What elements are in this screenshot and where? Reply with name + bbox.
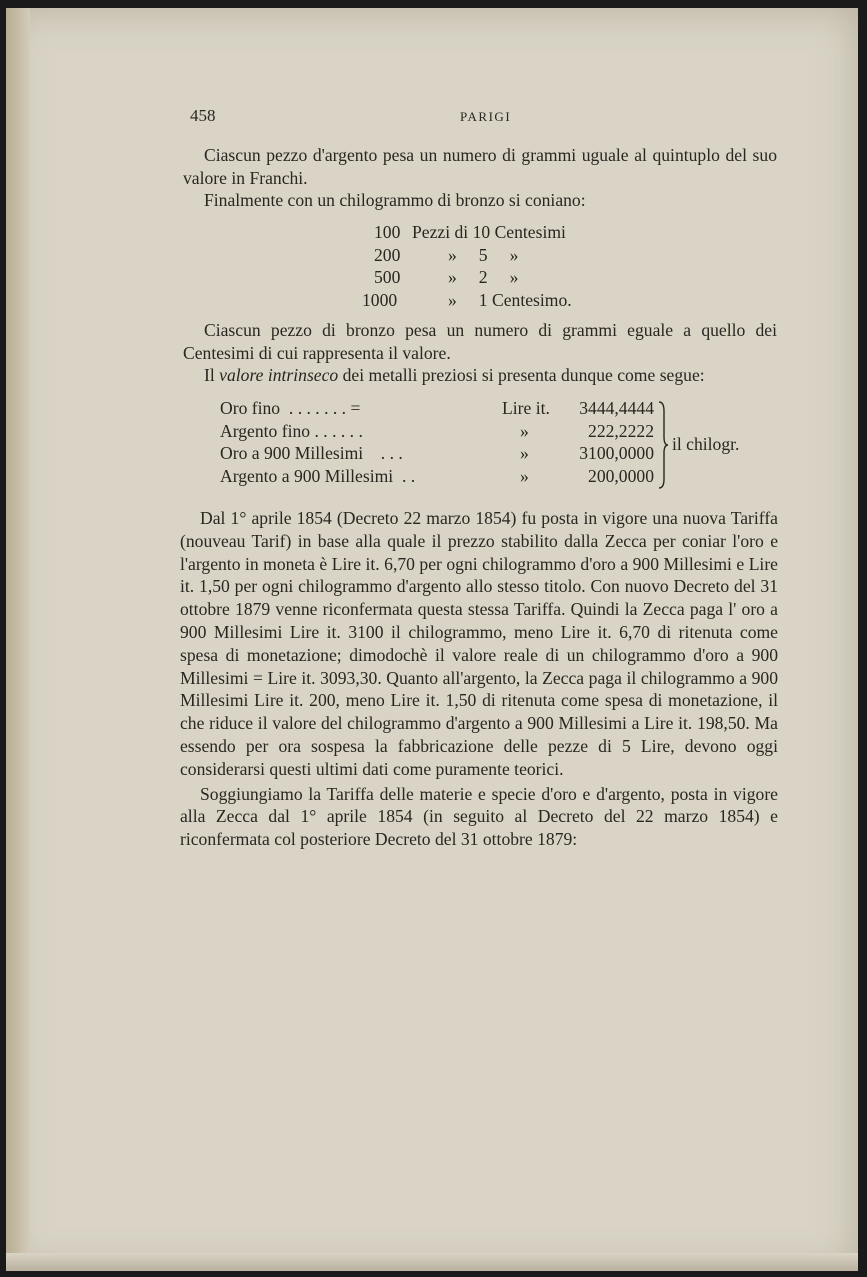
page-header: [190, 106, 780, 130]
italic-term: valore intrinseco: [219, 365, 339, 385]
paragraph: Ciascun pezzo d'argento pesa un numero di grammi uguale al quintuplo del suo valore in Franchi.: [183, 145, 777, 188]
table-row: [362, 266, 622, 289]
coin-quantity: 500: [374, 267, 401, 287]
metal-name: Argento a 900 Millesimi . .: [220, 465, 416, 486]
paragraph: Finalmente con un chilogrammo di bronzo si coniano:: [204, 190, 586, 210]
ditto-mark: »: [520, 420, 529, 441]
metal-name: Argento fino . . . . . .: [220, 420, 363, 441]
ditto-mark: »: [520, 443, 529, 463]
table-row: [220, 397, 780, 420]
middle-text: [183, 319, 777, 387]
text-run: Il: [204, 365, 220, 385]
table-row: [362, 221, 622, 244]
page-bottom-edge: [6, 1253, 858, 1271]
table-row: [362, 244, 622, 267]
paragraph: Dal 1° aprile 1854 (Decreto 22 marzo 1854) fu posta in vigore una nuova Tariffa (nouveau Tarif) in base alla quale il prezzo stabilito dalla Zecca per coniar l'oro e l'argento in moneta è Lire it. 6,70 per ogni chilogrammo d'oro a 900 Millesimi e Lire it. 1,50 per ogni chilogrammo d'argento allo stesso titolo. Con nuovo Decreto del 31 ottobre 1879 venne riconfermata questa stessa Tariffa. Quindi la Zecca paga l' oro a 900 Millesimi Lire it. 3100 il chilogrammo, meno Lire it. 6,70 di ritenuta come spesa di monetazione; dimodochè il valore reale di un chilogrammo d'oro a 900 Millesimi = Lire it. 3093,30. Quanto all'argento, la Zecca paga il chilogrammo a 900 Millesimi Lire it. 200, meno Lire it. 1,50 di ritenuta come spesa di monetazione, il che riduce il valore del chilogrammo d'argento a 900 Millesimi a Lire it. 198,50. Ma essendo per ora sospesa la fabbricazione delle pezze di 5 Lire, devono oggi considerarsi questi ultimi dati come puramente teorici.: [180, 508, 778, 779]
metal-name: Oro fino . . . . . . . =: [220, 398, 361, 418]
coin-quantity: 100: [374, 222, 401, 242]
text-run: dei metalli preziosi si presenta dunque come segue:: [338, 365, 705, 385]
page-number: 458: [190, 106, 216, 125]
metal-name: Oro a 900 Millesimi . . .: [220, 443, 403, 463]
body-text: [180, 507, 778, 851]
running-title: PARIGI: [460, 109, 512, 124]
paragraph: Ciascun pezzo di bronzo pesa un numero di grammi eguale a quello dei Centesimi di cui rappresenta il valore.: [183, 320, 777, 363]
paragraph: [183, 364, 777, 387]
value-currency: Lire it.: [502, 398, 550, 418]
table-row: [220, 465, 780, 488]
right-brace-icon: [658, 401, 668, 489]
coin-denomination: » 1 Centesimo.: [448, 289, 572, 310]
page-gutter: [6, 8, 30, 1270]
table-row: [362, 289, 622, 312]
unit-label: il chilogr.: [672, 434, 740, 454]
ditto-mark: »: [520, 465, 529, 486]
coin-quantity: 200: [374, 244, 401, 265]
metal-value: 3444,4444: [579, 398, 654, 418]
coin-denomination: Pezzi di 10 Centesimi: [412, 222, 566, 242]
coin-quantity: 1000: [362, 289, 398, 310]
coin-denomination: » 2 »: [448, 267, 519, 287]
bronze-coin-table: [362, 221, 622, 311]
metal-value: 200,0000: [588, 465, 654, 486]
metal-value-table: [220, 397, 780, 487]
coin-denomination: » 5 »: [448, 244, 519, 265]
metal-value: 3100,0000: [579, 443, 654, 463]
intro-text: [183, 144, 777, 212]
metal-value: 222,2222: [588, 420, 654, 441]
paragraph: Soggiungiamo la Tariffa delle materie e specie d'oro e d'argento, posta in vigore alla Zecca dal 1° aprile 1854 (in seguito al Decreto del 22 marzo 1854) e riconfermata col posteriore Decreto del 31 ottobre 1879:: [180, 783, 778, 850]
